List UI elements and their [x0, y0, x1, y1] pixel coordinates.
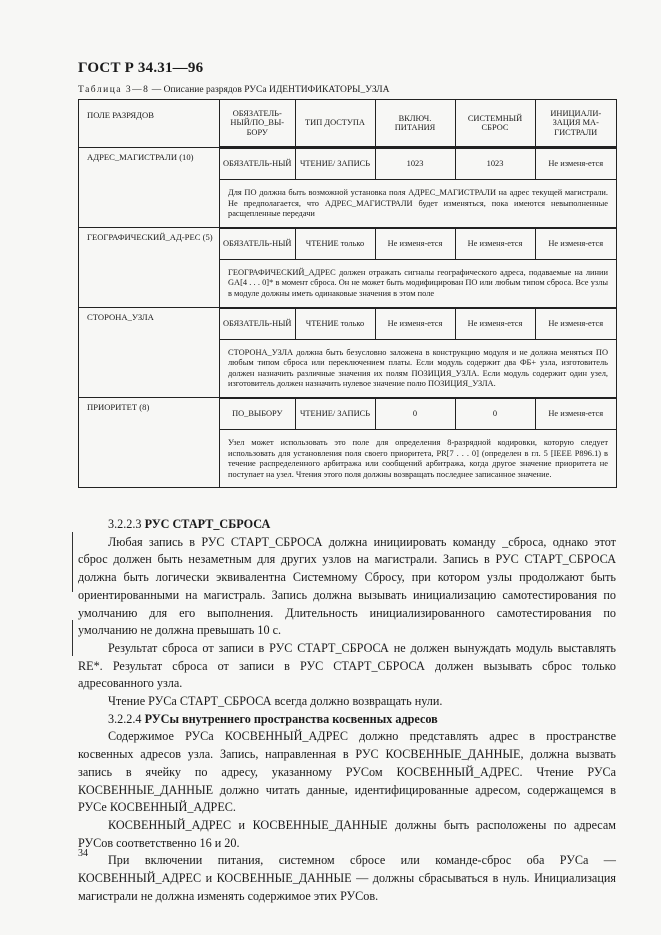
paragraph: Чтение РУСа СТАРТ_СБРОСА всегда должно возвращать нули. — [108, 694, 443, 709]
bus-init-value: Не изменя-ется — [535, 308, 616, 339]
table-row — [79, 307, 617, 397]
power-on-value: 1023 — [375, 149, 455, 180]
section-number: 3.2.2.3 — [108, 517, 142, 531]
access-value: ЧТЕНИЕ только — [295, 228, 375, 259]
section-heading — [78, 711, 616, 729]
access-value: ЧТЕНИЕ/ ЗАПИСЬ — [295, 398, 375, 429]
column-header-bus-init: ИНИЦИАЛИ-ЗАЦИЯ МА-ГИСТРАЛИ — [535, 100, 616, 147]
paragraph: Любая запись в РУС СТАРТ_СБРОСА должна инициировать команду _сброса, однако этот сброс должен быть незаметным для других узлов на магистрали. Запись в РУС СТАРТ_СБРОСА должна быть логически эквивалентна Системному Сбросу, при котором узлы продолжают быть ориентированными на магистраль. Запись должна вызывать инициализацию самотестирования по умолчанию для его выполнения. Длительность инициализированного самотестирования по умолчанию не должна превышать 10 с. — [78, 534, 616, 638]
bus-init-value: Не изменя-ется — [535, 398, 616, 429]
system-reset-value: 1023 — [455, 149, 535, 180]
table-caption-text: — Описание разрядов РУСа ИДЕНТИФИКАТОРЫ_УЗЛА — [149, 85, 390, 95]
body-text — [78, 516, 616, 905]
section-number: 3.2.2.4 — [108, 711, 142, 726]
field-name: ГЕОГРАФИЧЕСКИЙ_АД-РЕС (5) — [79, 227, 220, 307]
field-name: СТОРОНА_УЗЛА — [79, 307, 220, 397]
required-value: ОБЯЗАТЕЛЬ-НЫЙ — [220, 228, 295, 259]
table-row — [79, 148, 617, 228]
column-header-required: ОБЯЗАТЕЛЬ-НЫЙ/ПО_ВЫ-БОРУ — [220, 100, 295, 147]
paragraph: При включении питания, системном сбросе или команде-сброс оба РУСа — КОСВЕННЫЙ_АДРЕС и КОСВЕННЫЕ_ДАННЫЕ — должны сбрасываться в нуль. Инициализация магистрали не должна изменять содержимое этих РУСов. — [78, 853, 616, 903]
required-value: ПО_ВЫБОРУ — [220, 398, 295, 429]
field-name: АДРЕС_МАГИСТРАЛИ (10) — [79, 148, 220, 228]
column-header-access: ТИП ДОСТУПА — [295, 100, 375, 147]
field-description: Узел может использовать это поле для определения 8-разрядной кодировки, которую следует использовать для установления поля своего приоритета, PR[7 . . . 0] (определен в гл. 5 [IEEE P896.1) в течение распределенного арбитража или сообщений арбитража, когда другое значение приоритета не поступает на узел. Чтения этого поля должны возвращать последнее записанное значение. — [228, 437, 608, 479]
paragraph: Результат сброса от записи в РУС СТАРТ_СБРОСА не должен вынуждать модуль выставлять RE*. Результат сброса от записи в РУС СТАРТ_СБРОСА должен вызывать сброс только адресованного узла. — [78, 640, 616, 691]
power-on-value: Не изменя-ется — [375, 228, 455, 259]
column-header-system-reset: СИСТЕМНЫЙ СБРОС — [455, 100, 535, 147]
power-on-value: 0 — [375, 398, 455, 429]
bit-fields-table — [78, 99, 617, 488]
system-reset-value: 0 — [455, 398, 535, 429]
section-title: РУС СТАРТ_СБРОСА — [144, 517, 271, 531]
required-value: ОБЯЗАТЕЛЬ-НЫЙ — [220, 149, 295, 180]
column-header-field: ПОЛЕ РАЗРЯДОВ — [79, 100, 220, 148]
document-header: ГОСТ Р 34.31—96 — [78, 60, 204, 76]
page-number: 34 — [78, 848, 88, 859]
table-row — [79, 397, 617, 487]
access-value: ЧТЕНИЕ/ ЗАПИСЬ — [295, 149, 375, 180]
table-header-row — [79, 100, 617, 148]
table-caption-number: Таблица 3—8 — [78, 85, 150, 95]
required-value: ОБЯЗАТЕЛЬ-НЫЙ — [220, 308, 295, 339]
power-on-value: Не изменя-ется — [375, 308, 455, 339]
section-title: РУСы внутреннего пространства косвенных адресов — [144, 711, 438, 726]
system-reset-value: Не изменя-ется — [455, 308, 535, 339]
bus-init-value: Не изменя-ется — [535, 149, 616, 180]
table-caption — [78, 84, 618, 96]
field-description: СТОРОНА_УЗЛА должна быть безусловно заложена в конструкцию модуля и не должна меняться ПО любым типом сброса или переключением платы. Если модуль содержит два ФБ+ узла, изготовитель должен назначить различные значения их полям ПОЗИЦИЯ_УЗЛА. Если модуль содержит один узел, изготовитель должен назначить нулевое значение полю ПОЗИЦИЯ_УЗЛА. — [228, 347, 608, 389]
table-row — [79, 227, 617, 307]
column-header-power-on: ВКЛЮЧ. ПИТАНИЯ — [375, 100, 455, 147]
paragraph: Содержимое РУСа КОСВЕННЫЙ_АДРЕС должно представлять адрес в пространстве косвенных адресов узла. Запись, направленная в РУС КОСВЕННЫЕ_ДАННЫЕ, должна вызвать запись в ячейку по адресу, указанному РУСом КОСВЕННЫЙ_АДРЕС. Чтение РУСа КОСВЕННЫЕ_ДАННЫЕ должно читать данные, идентифицированные адресом, содержащемся в РУСе КОСВЕННЫЙ_АДРЕС. — [78, 729, 616, 815]
bus-init-value: Не изменя-ется — [535, 228, 616, 259]
field-name: ПРИОРИТЕТ (8) — [79, 397, 220, 487]
paragraph: КОСВЕННЫЙ_АДРЕС и КОСВЕННЫЕ_ДАННЫЕ должны быть расположены по адресам РУСов соответственно 16 и 20. — [78, 817, 616, 850]
field-description: ГЕОГРАФИЧЕСКИЙ_АДРЕС должен отражать сигналы географического адреса, подаваемые на линии GA[4 . . . 0]* в момент сброса. Он не может быть модифицирован ПО или любым типом сброса. Все узлы в модуле должны иметь одинаковые значения в этом поле — [228, 267, 608, 298]
margin-change-bar — [72, 532, 73, 592]
section-heading — [78, 516, 616, 534]
system-reset-value: Не изменя-ется — [455, 228, 535, 259]
field-description: Для ПО должна быть возможной установка поля АДРЕС_МАГИСТРАЛИ на адрес текущей магистрали. Не предполагается, что АДРЕС_МАГИСТРАЛИ будет изменяться, пока имеются невыполненные расщепленные передачи — [228, 188, 608, 219]
access-value: ЧТЕНИЕ только — [295, 308, 375, 339]
margin-change-bar — [72, 620, 73, 656]
